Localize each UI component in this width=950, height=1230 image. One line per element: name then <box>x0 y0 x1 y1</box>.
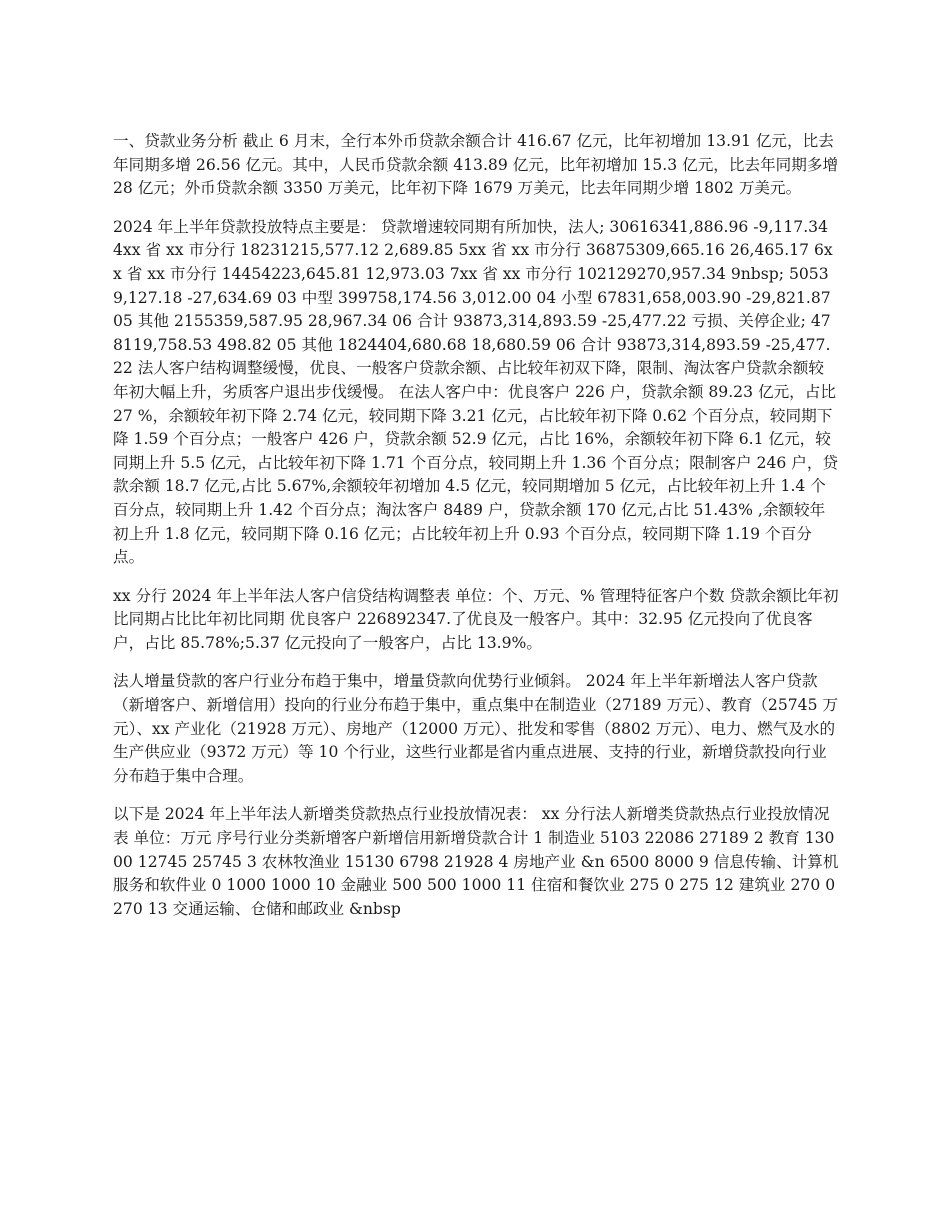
document-body <box>113 130 839 936</box>
paragraph-credit-structure: xx 分行 2024 年上半年法人客户信贷结构调整表 单位：个、万元、% 管理特征客户个数 贷款余额比年初比同期占比比年初比同期 优良客户 226892347.了优良及一般客户。其中：32.95 亿元投向了优良客户，占比 85.78%;5.37 亿元投向了一般客户，占比 13.9%。 <box>113 586 839 652</box>
paragraph-loan-analysis: 一、贷款业务分析 截止 6 月末，全行本外币贷款余额合计 416.67 亿元，比年初增加 13.91 亿元，比去年同期多增 26.56 亿元。其中，人民币贷款余额 413.89 亿元，比年初增加 15.3 亿元，比去年同期多增 28 亿元；外币贷款余额 3350 万美元，比年初下降 1679 万美元，比去年同期少增 1802 万美元。 <box>113 132 839 198</box>
paragraph-hot-industry-table: 以下是 2024 年上半年法人新增类贷款热点行业投放情况表： xx 分行法人新增类贷款热点行业投放情况表 单位：万元 序号行业分类新增客户新增信用新增贷款合计 1 制造业 5103 22086 27189 2 教育 13000 12745 25745 3 农林牧渔业 15130 6798 21928 4 房地产业 &n 6500 8000 9 信息传输、计算机服务和软件业 0 1000 1000 10 金融业 500 500 1000 11 住宿和餐饮业 275 0 275 12 建筑业 270 0 270 13 交通运输、仓储和邮政业 &nbsp <box>113 805 839 918</box>
paragraph-industry-distribution: 法人增量贷款的客户行业分布趋于集中，增量贷款向优势行业倾斜。 2024 年上半年新增法人客户贷款（新增客户、新增信用）投向的行业分布趋于集中，重点集中在制造业（27189 万元）、教育（25745 万元）、xx 产业化（21928 万元）、房地产（12000 万元）、批发和零售（8802 万元）、电力、燃气及水的生产供应业（9372 万元）等 10 个行业，这些行业都是省内重点进展、支持的行业，新增贷款投向行业分布趋于集中合理。 <box>113 672 839 785</box>
paragraph-loan-features: 2024 年上半年贷款投放特点主要是： 贷款增速较同期有所加快，法人; 30616341,886.96 -9,117.34 4xx 省 xx 市分行 18231215,577.12 2,689.85 5xx 省 xx 市分行 36875309,665.16 26,465.17 6xx 省 xx 市分行 14454223,645.81 12,973.03 7xx 省 xx 市分行 102129270,957.34 9nbsp; 50539,127.18 -27,634.69 03 中型 399758,174.56 3,012.00 04 小型 67831,658,003.90 -29,821.87 05 其他 2155359,587.95 28,967.34 06 合计 93873,314,893.59 -25,477.22 亏损、关停企业; 478119,758.53 498.82 05 其他 1824404,680.68 18,680.59 06 合计 93873,314,893.59 -25,477.22 法人客户结构调整缓慢，优良、一般客户贷款余额、占比较年初双下降，限制、淘汰客户贷款余额较年初大幅上升，劣质客户退出步伐缓慢。 在法人客户中：优良客户 226 户，贷款余额 89.23 亿元，占比 27 %，余额较年初下降 2.74 亿元，较同期下降 3.21 亿元，占比较年初下降 0.62 个百分点，较同期下降 1.59 个百分点；一般客户 426 户，贷款余额 52.9 亿元，占比 16%，余额较年初下降 6.1 亿元，较同期上升 5.5 亿元，占比较年初下降 1.71 个百分点，较同期上升 1.36 个百分点；限制客户 246 户，贷款余额 18.7 亿元,占比 5.67%,余额较年初增加 4.5 亿元，较同期增加 5 亿元，占比较年初上升 1.4 个百分点，较同期上升 1.42 个百分点；淘汰客户 8489 户，贷款余额 170 亿元,占比 51.43% ,余额较年初上升 1.8 亿元，较同期下降 0.16 亿元；占比较年初上升 0.93 个百分点，较同期下降 1.19 个百分点。 <box>113 217 839 567</box>
